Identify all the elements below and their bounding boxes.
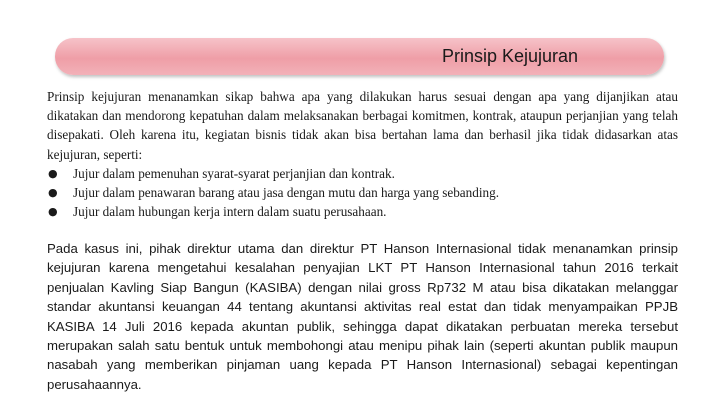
slide-title: Prinsip Kejujuran [442,46,579,66]
list-item-text: Jujur dalam hubungan kerja intern dalam suatu perusahaan. [73,204,387,220]
intro-paragraph: Prinsip kejujuran menanamkan sikap bahwa apa yang dilakukan harus sesuai dengan apa yang dijanjikan atau dikatakan dan mendorong kepatuhan dalam melaksanakan berbagai komitmen, kontrak, ataupun perjanjian yang telah disepakati. Oleh karena itu, kegiatan bisnis tidak akan bisa bertahan lama dan berhasil jika tidak didasarkan atas kejujuran, seperti: [47,89,678,162]
principle-definition [47,87,678,221]
list-item [47,202,678,221]
list-item-text: Jujur dalam penawaran barang atau jasa dengan mutu dan harga yang sebanding. [73,185,499,201]
bullet-dot-icon: ● [48,186,58,200]
list-item [47,183,678,202]
bullet-dot-icon: ● [48,166,58,180]
list-item [47,164,678,183]
list-item-text: Jujur dalam pemenuhan syarat-syarat perjanjian dan kontrak. [73,165,395,181]
bullet-dot-icon: ● [48,205,58,219]
case-analysis-paragraph: Pada kasus ini, pihak direktur utama dan direktur PT Hanson Internasional tidak menanamkan prinsip kejujuran karena mengetahui kesalahan penyajian LKT PT Hanson Internasional tahun 2016 terkait penjualan Kavling Siap Bangun (KASIBA) dengan nilai gross Rp732 M atau bisa dikatakan melanggar standar akuntansi keuangan 44 tentang akuntansi aktivitas real estat dan tidak menyampaikan PPJB KASIBA 14 Juli 2016 kepada akuntan publik, sehingga dapat dikatakan perbuatan mereka tersebut merupakan salah satu bentuk untuk membohongi atau menipu pihak lain (seperti akuntan publik maupun nasabah yang memberikan pinjaman uang kepada PT Hanson Internasional) sebagai kepentingan perusahaannya. [47,241,678,392]
honesty-bullet-list [47,164,678,222]
